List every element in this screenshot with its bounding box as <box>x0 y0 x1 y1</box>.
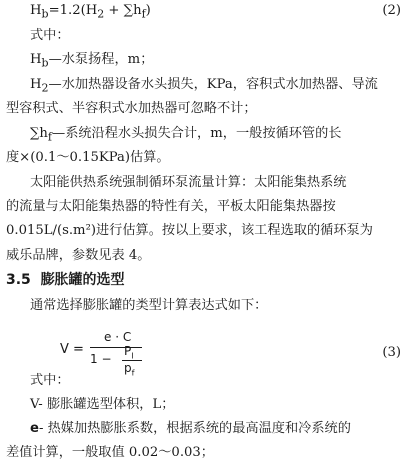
paragraph-1-line-4: 威乐品牌，参数见表 4。 <box>6 248 151 263</box>
section-heading <box>6 271 407 289</box>
formula-3-inner-num <box>124 344 134 360</box>
definition-hf-line-2: 度×(0.1～0.15KPa)估算。 <box>6 150 170 165</box>
formula-2-lhs: H <box>30 3 42 18</box>
def-hb-symbol: H <box>30 52 42 67</box>
definition-h2-line-1 <box>30 76 407 98</box>
where-label-2: 式中： <box>30 373 70 388</box>
formula-2-number: (2) <box>382 3 401 18</box>
def-h2-sub: 2 <box>41 81 49 95</box>
formula-3-inner-num-p: P <box>124 344 132 358</box>
definition-e-line-1 <box>30 420 407 438</box>
def-e-text: - 热媒加热膨胀系数，根据系统的最高温度和冷系统的 <box>38 421 351 436</box>
where-label-1: 式中： <box>30 28 70 43</box>
def-hb-text: —水泵扬程，m； <box>48 52 154 67</box>
formula-3-main-bar <box>90 347 142 348</box>
definition-e-line-2: 差值计算，一般取值 0.02～0.03； <box>6 445 214 460</box>
formula-3-inner-den-p: p <box>124 361 132 375</box>
def-hf-sub: f <box>47 130 52 144</box>
formula-3-inner-num-sub: I <box>131 351 134 361</box>
paragraph-2: 通常选择膨胀罐的类型计算表达式如下： <box>30 298 268 313</box>
formula-3-number: (3) <box>382 345 401 360</box>
section-number: 3.5 <box>6 272 31 288</box>
definition-hb <box>30 51 407 73</box>
formula-3-lhs: V = <box>60 342 84 357</box>
def-h2-text: —水加热器设备水头损失，KPa，容积式水加热器、导流 <box>48 77 378 92</box>
section-title: 膨胀罐的选型 <box>40 272 125 288</box>
formula-2-rhs-rest: + ∑h <box>104 3 142 18</box>
def-hf-text: —系统沿程水头损失合计，m，一般按循环管的长 <box>52 126 342 141</box>
definition-hf-line-1 <box>30 125 407 147</box>
formula-2-rhs-sub: 2 <box>97 7 105 21</box>
definition-v: V- 膨胀罐选型体积，L； <box>30 397 175 412</box>
formula-2 <box>30 2 407 24</box>
formula-2-lhs-sub: b <box>41 7 49 21</box>
formula-2-close: ) <box>145 3 151 18</box>
paragraph-1-line-2: 的流量与太阳能集热器的特性有关，平板太阳能集热器按 <box>6 199 336 214</box>
formula-2-sum-sub: f <box>141 7 146 21</box>
formula-3-numerator: e · C <box>104 330 132 344</box>
paragraph-1-line-1: 太阳能供热系统强制循环泵流量计算：太阳能集热系统 <box>30 175 347 190</box>
def-hb-sub: b <box>41 56 49 70</box>
formula-3-inner-den-sub: f <box>131 368 135 378</box>
def-hf-symbol: ∑h <box>30 126 48 141</box>
def-h2-symbol: H <box>30 77 42 92</box>
formula-3-den-one: 1 − <box>90 352 112 366</box>
def-e-symbol: e <box>30 421 39 436</box>
definition-h2-line-2: 型容积式、半容积式水加热器可忽略不计； <box>6 101 257 116</box>
paragraph-1-line-3: 0.015L/(s.m²)进行估算。按以上要求，该工程选取的循环泵为 <box>6 223 373 238</box>
formula-2-rhs: =1.2(H <box>48 3 98 18</box>
